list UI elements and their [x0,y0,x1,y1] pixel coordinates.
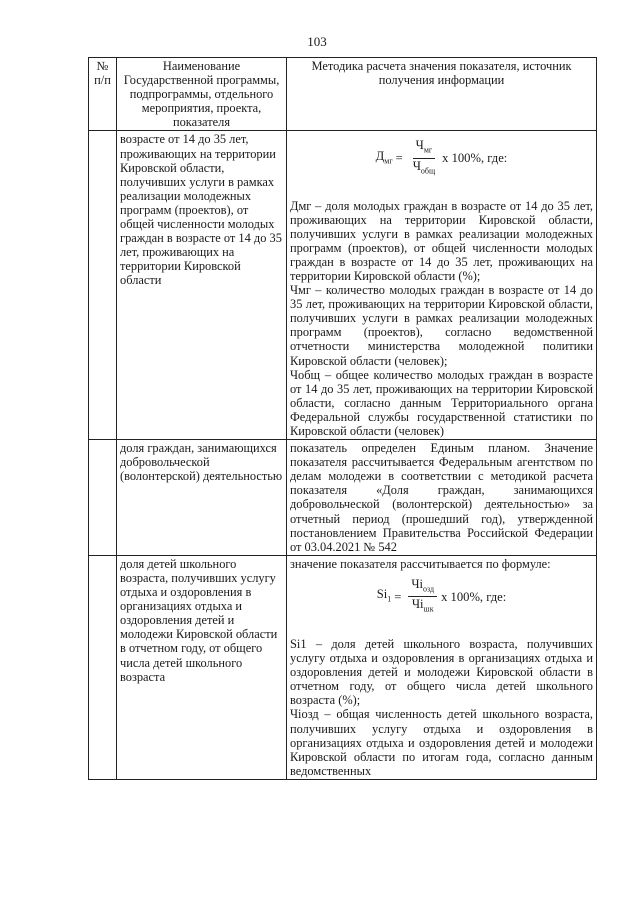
formula-lhs: $Д_{мг}$ [375,148,393,166]
formula-fraction: $\frac{Ч_{мг}}{Ч_{общ}}$ [412,138,436,176]
definition: Чобщ – общее количество молодых граждан в возрасте от 14 до 35 лет, проживающих на территории Кировской области, согласно данным Территориального органа Федеральной службы государственной статистики по Кировской области (человек) [290,367,593,438]
header-method: Методика расчета значения показателя, источник получения информации [287,58,597,131]
formula-intro: значение показателя рассчитывается по формуле: [290,556,551,571]
definition: Si1 – доля детей школьного возраста, получивших услугу отдыха и оздоровления в организациях отдыха и оздоровления детей и молодежи Кировской области в отчетном году, от общего числа детей школьного возраста (%); [290,636,593,708]
formula-tail: x 100%, где: [441,589,507,604]
row-name-cell: доля граждан, занимающихся добровольческой (волонтерской) деятельностью [117,440,287,556]
indicator-table [88,57,597,780]
row-num-cell [89,131,117,440]
header-name: Наименование Государственной программы, подпрограммы, отдельного мероприятия, проекта, показателя [117,58,287,131]
definition: Чмг – количество молодых граждан в возрасте от 14 до 35 лет, проживающих на территории Кировской области, получивших услуги в рамках реализации молодежных программ (проектов), согласно ведомственной отчетности министерства молодежной политики Кировской области (человек); [290,283,593,368]
table-header-row [89,58,597,131]
formula-eq: = [394,589,402,604]
row-num-cell [89,555,117,779]
formula [290,138,593,178]
row-method-cell [287,440,597,556]
row-name-cell: доля детей школьного возраста, получивших услугу отдыха и оздоровления в организациях отдыха и оздоровления детей и молодежи Кировской области в отчетном году, от общего числа детей школьного возраста [117,555,287,779]
row-name-cell: возрасте от 14 до 35 лет, проживающих на территории Кировской области, получивших услуги в рамках реализации молодежных программ (проектов), от общей численности молодых граждан в возрасте от 14 до 35 лет, проживающих на территории Кировской области [117,131,287,440]
table-row [89,131,597,440]
row-num-cell [89,440,117,556]
definition: показатель определен Единым планом. Значение показателя рассчитывается Федеральным агентством по делам молодежи в соответствии с методикой расчета показателя «Доля граждан, занимающихся добровольческой (волонтерской) деятельностью» за отчетный период (прошедший год), утвержденной постановлением Правительства Российской Федерации от 03.04.2021 № 542 [290,441,593,554]
header-num: № п/п [89,58,117,131]
table-row [89,555,597,779]
definition: Дмг – доля молодых граждан в возрасте от 14 до 35 лет, проживающих на территории Кировской области, получивших услуги в рамках реализации молодежных программ (проектов), от общей численности молодых граждан в возрасте от 14 до 35 лет, проживающих на территории Кировской области (%); [290,198,593,283]
formula-lhs: $Si_1$ [376,587,392,604]
formula [290,577,593,617]
row-method-cell [287,131,597,440]
formula-tail: x 100%, где: [442,151,508,166]
definition: Чiозд – общая численность детей школьного возраста, получивших услугу отдыха и оздоровления в организациях отдыха и оздоровления детей и молодежи Кировской области по итогам года, согласно данным ведомственных [290,707,593,778]
formula-fraction: $\frac{Чi_{озд}}{Чi_{шк}}$ [408,577,437,617]
table-row [89,440,597,556]
page-number: 103 [307,34,327,49]
formula-eq: = [395,151,403,166]
row-method-cell [287,555,597,779]
